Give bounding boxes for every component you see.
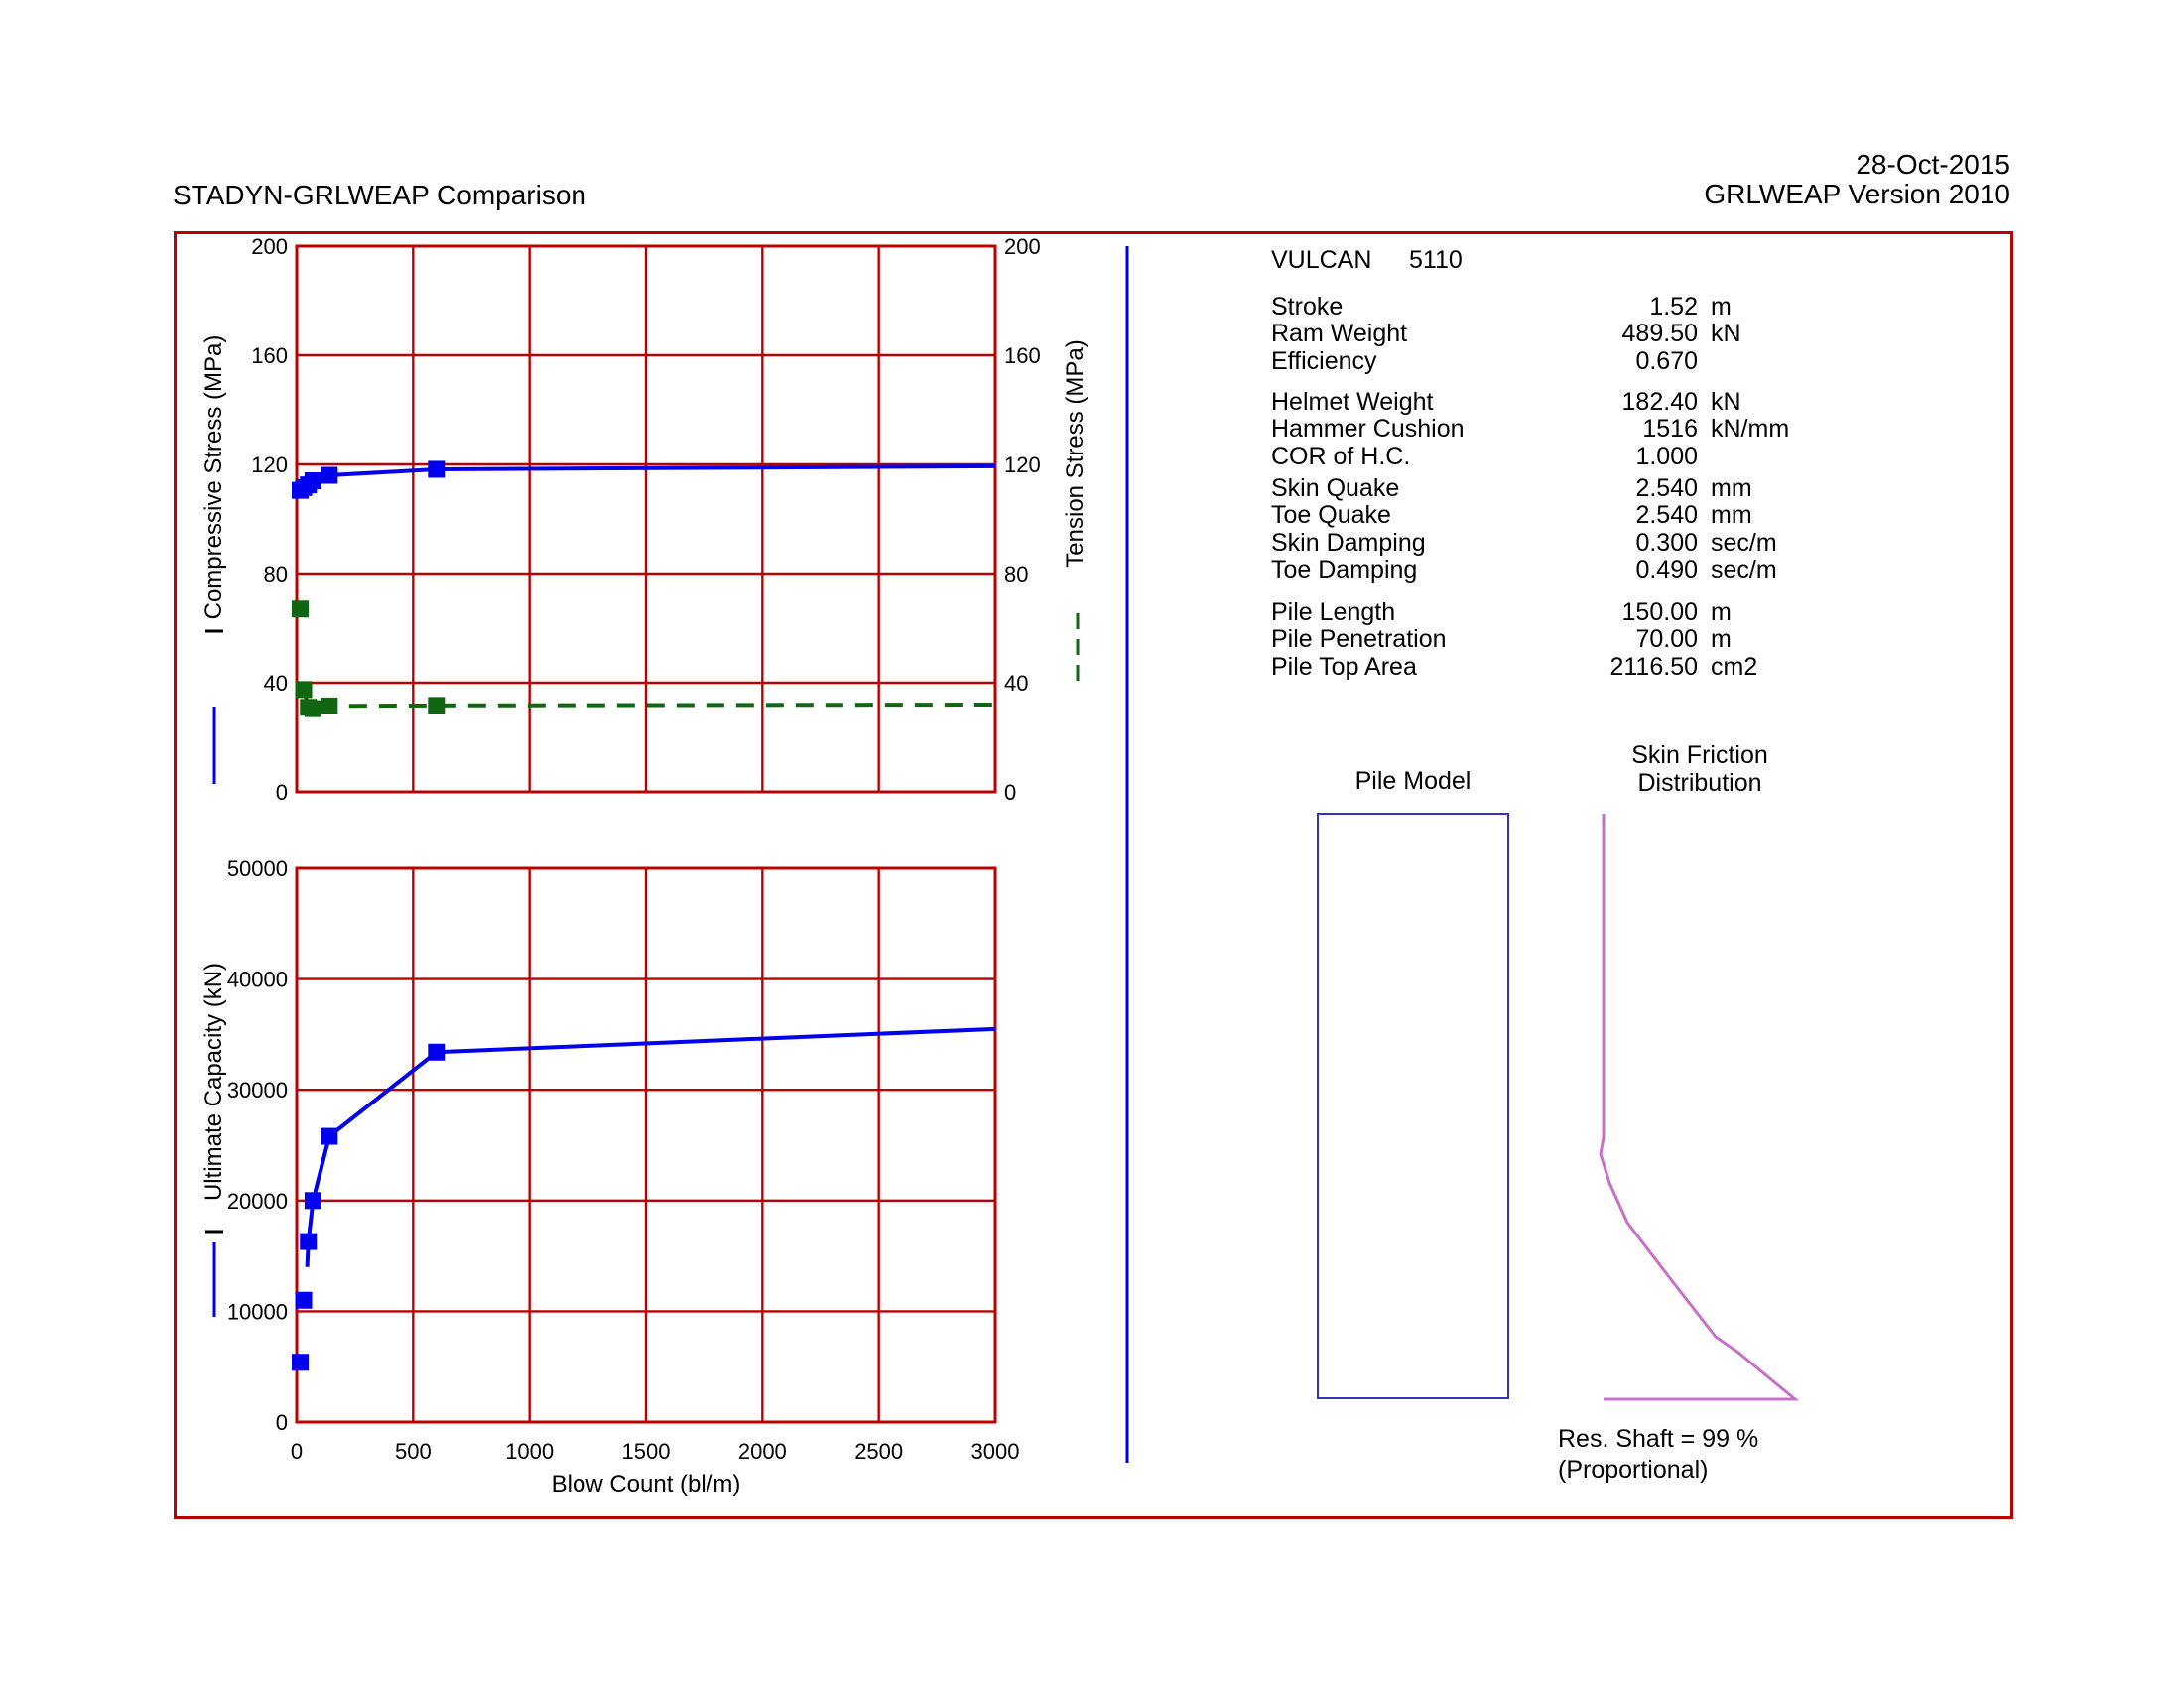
param-label: COR of H.C. <box>1271 442 1411 470</box>
param-row <box>1271 626 1827 653</box>
param-row <box>1271 502 1827 529</box>
y-tick-label-right: 40 <box>1004 671 1029 696</box>
param-row <box>1271 530 1827 557</box>
skin-friction-title-line2: Distribution <box>1637 769 1762 797</box>
x-tick-label: 1000 <box>505 1439 555 1464</box>
param-value: 182.40 <box>1621 388 1698 416</box>
y-tick-label-left: 10000 <box>226 1299 288 1325</box>
y-tick-label-left: 160 <box>251 343 288 368</box>
param-label: Efficiency <box>1271 346 1377 375</box>
x-tick-label: 500 <box>394 1439 432 1464</box>
skin-friction-title-line1: Skin Friction <box>1631 741 1768 769</box>
data-point-marker <box>296 1292 313 1309</box>
data-point-marker <box>292 1354 309 1370</box>
param-value: 0.670 <box>1635 346 1698 375</box>
y-tick-label-left: 20000 <box>226 1188 288 1214</box>
x-tick-label: 2500 <box>854 1439 904 1464</box>
series-line <box>301 466 995 490</box>
param-group-cushion <box>1271 389 1827 470</box>
report-date: 28-Oct-2015 <box>1856 149 2010 180</box>
param-value: 1.52 <box>1649 293 1698 321</box>
param-unit: m <box>1711 293 1732 321</box>
stress-chart <box>205 234 1078 805</box>
data-point-marker <box>300 1234 317 1250</box>
data-point-marker <box>305 701 321 717</box>
param-label: Skin Quake <box>1271 474 1400 502</box>
y-tick-label-right: 160 <box>1004 343 1041 368</box>
data-point-marker <box>305 472 321 489</box>
data-point-marker <box>428 697 445 714</box>
x-tick-label: 2000 <box>737 1439 787 1464</box>
param-label: Stroke <box>1271 293 1344 321</box>
y-axis-title-tension: Tension Stress (MPa) <box>1062 339 1089 568</box>
param-value: 1.000 <box>1635 442 1698 470</box>
param-label: Ram Weight <box>1271 320 1408 348</box>
x-axis-title: Blow Count (bl/m) <box>551 1471 741 1497</box>
x-tick-label: 3000 <box>970 1439 1020 1464</box>
y-tick-label-right: 80 <box>1004 562 1029 586</box>
param-row <box>1271 348 1827 375</box>
param-group-pile <box>1271 599 1827 681</box>
y-tick-label-left: 200 <box>251 234 288 259</box>
series-line <box>304 690 995 709</box>
page-title: STADYN-GRLWEAP Comparison <box>173 180 586 210</box>
pile-model-title: Pile Model <box>1354 767 1472 795</box>
series-line <box>308 1029 995 1267</box>
param-unit: mm <box>1711 501 1752 530</box>
param-row <box>1271 475 1827 502</box>
param-value: 2.540 <box>1635 474 1698 502</box>
data-point-marker <box>296 681 313 698</box>
y-tick-label-left: 0 <box>275 1410 288 1435</box>
param-group-hammer <box>1271 294 1827 375</box>
y-tick-label-left: 40 <box>263 671 288 696</box>
y-tick-label-right: 0 <box>1004 780 1017 805</box>
param-value: 489.50 <box>1621 320 1698 348</box>
capacity-chart <box>205 856 1019 1464</box>
proportional-note: (Proportional) <box>1558 1456 1709 1484</box>
param-unit: kN <box>1711 388 1741 416</box>
param-label: Pile Length <box>1271 598 1396 626</box>
y-tick-label-left: 120 <box>251 453 288 477</box>
param-group-soil <box>1271 475 1827 584</box>
x-tick-label: 1500 <box>621 1439 671 1464</box>
param-value: 2116.50 <box>1609 652 1698 681</box>
hammer-name: VULCAN <box>1271 246 1372 274</box>
x-tick-label: 0 <box>290 1439 304 1464</box>
param-row <box>1271 599 1827 626</box>
y-axis-title-capacity: Ultimate Capacity (kN) <box>200 962 227 1202</box>
y-tick-label-right: 120 <box>1004 453 1041 477</box>
pile-model-box <box>1318 814 1508 1398</box>
param-value: 150.00 <box>1621 598 1698 626</box>
param-value: 70.00 <box>1635 625 1698 654</box>
param-unit: kN/mm <box>1711 415 1790 444</box>
data-point-marker <box>321 1128 337 1145</box>
y-tick-label-left: 40000 <box>226 967 288 992</box>
param-unit: sec/m <box>1711 528 1777 557</box>
software-version: GRLWEAP Version 2010 <box>1704 179 2010 209</box>
skin-friction-curve <box>1601 814 1795 1399</box>
param-label: Toe Damping <box>1271 556 1418 584</box>
res-shaft-note: Res. Shaft = 99 % <box>1558 1425 1759 1453</box>
param-unit: mm <box>1711 474 1752 502</box>
y-tick-label-right: 200 <box>1004 234 1041 259</box>
param-value: 1516 <box>1642 415 1698 444</box>
param-unit: m <box>1711 598 1732 626</box>
param-row <box>1271 557 1827 584</box>
param-label: Skin Damping <box>1271 528 1426 557</box>
hammer-model: 5110 <box>1409 246 1463 274</box>
param-label: Helmet Weight <box>1271 388 1434 416</box>
param-unit: cm2 <box>1711 652 1758 681</box>
y-tick-label-left: 80 <box>263 562 288 586</box>
param-value: 0.300 <box>1635 528 1698 557</box>
data-point-marker <box>428 1044 445 1061</box>
data-point-marker <box>321 467 337 484</box>
y-tick-label-left: 50000 <box>226 856 288 881</box>
param-label: Pile Penetration <box>1271 625 1447 654</box>
param-label: Pile Top Area <box>1271 652 1417 681</box>
y-tick-label-left: 30000 <box>226 1078 288 1104</box>
data-point-marker <box>321 698 337 714</box>
param-row <box>1271 416 1827 443</box>
data-point-marker <box>428 460 445 477</box>
data-point-marker <box>292 600 309 617</box>
y-axis-title-compressive: Compressive Stress (MPa) <box>200 334 227 620</box>
param-row <box>1271 389 1827 416</box>
param-row <box>1271 321 1827 347</box>
param-value: 0.490 <box>1635 556 1698 584</box>
y-tick-label-left: 0 <box>275 780 288 805</box>
param-row <box>1271 444 1827 470</box>
data-point-marker <box>305 1192 321 1209</box>
param-unit: sec/m <box>1711 556 1777 584</box>
param-unit: kN <box>1711 320 1741 348</box>
param-label: Hammer Cushion <box>1271 415 1465 444</box>
param-value: 2.540 <box>1635 501 1698 530</box>
param-unit: m <box>1711 625 1732 654</box>
param-row <box>1271 654 1827 681</box>
param-row <box>1271 294 1827 321</box>
param-label: Toe Quake <box>1271 501 1391 530</box>
